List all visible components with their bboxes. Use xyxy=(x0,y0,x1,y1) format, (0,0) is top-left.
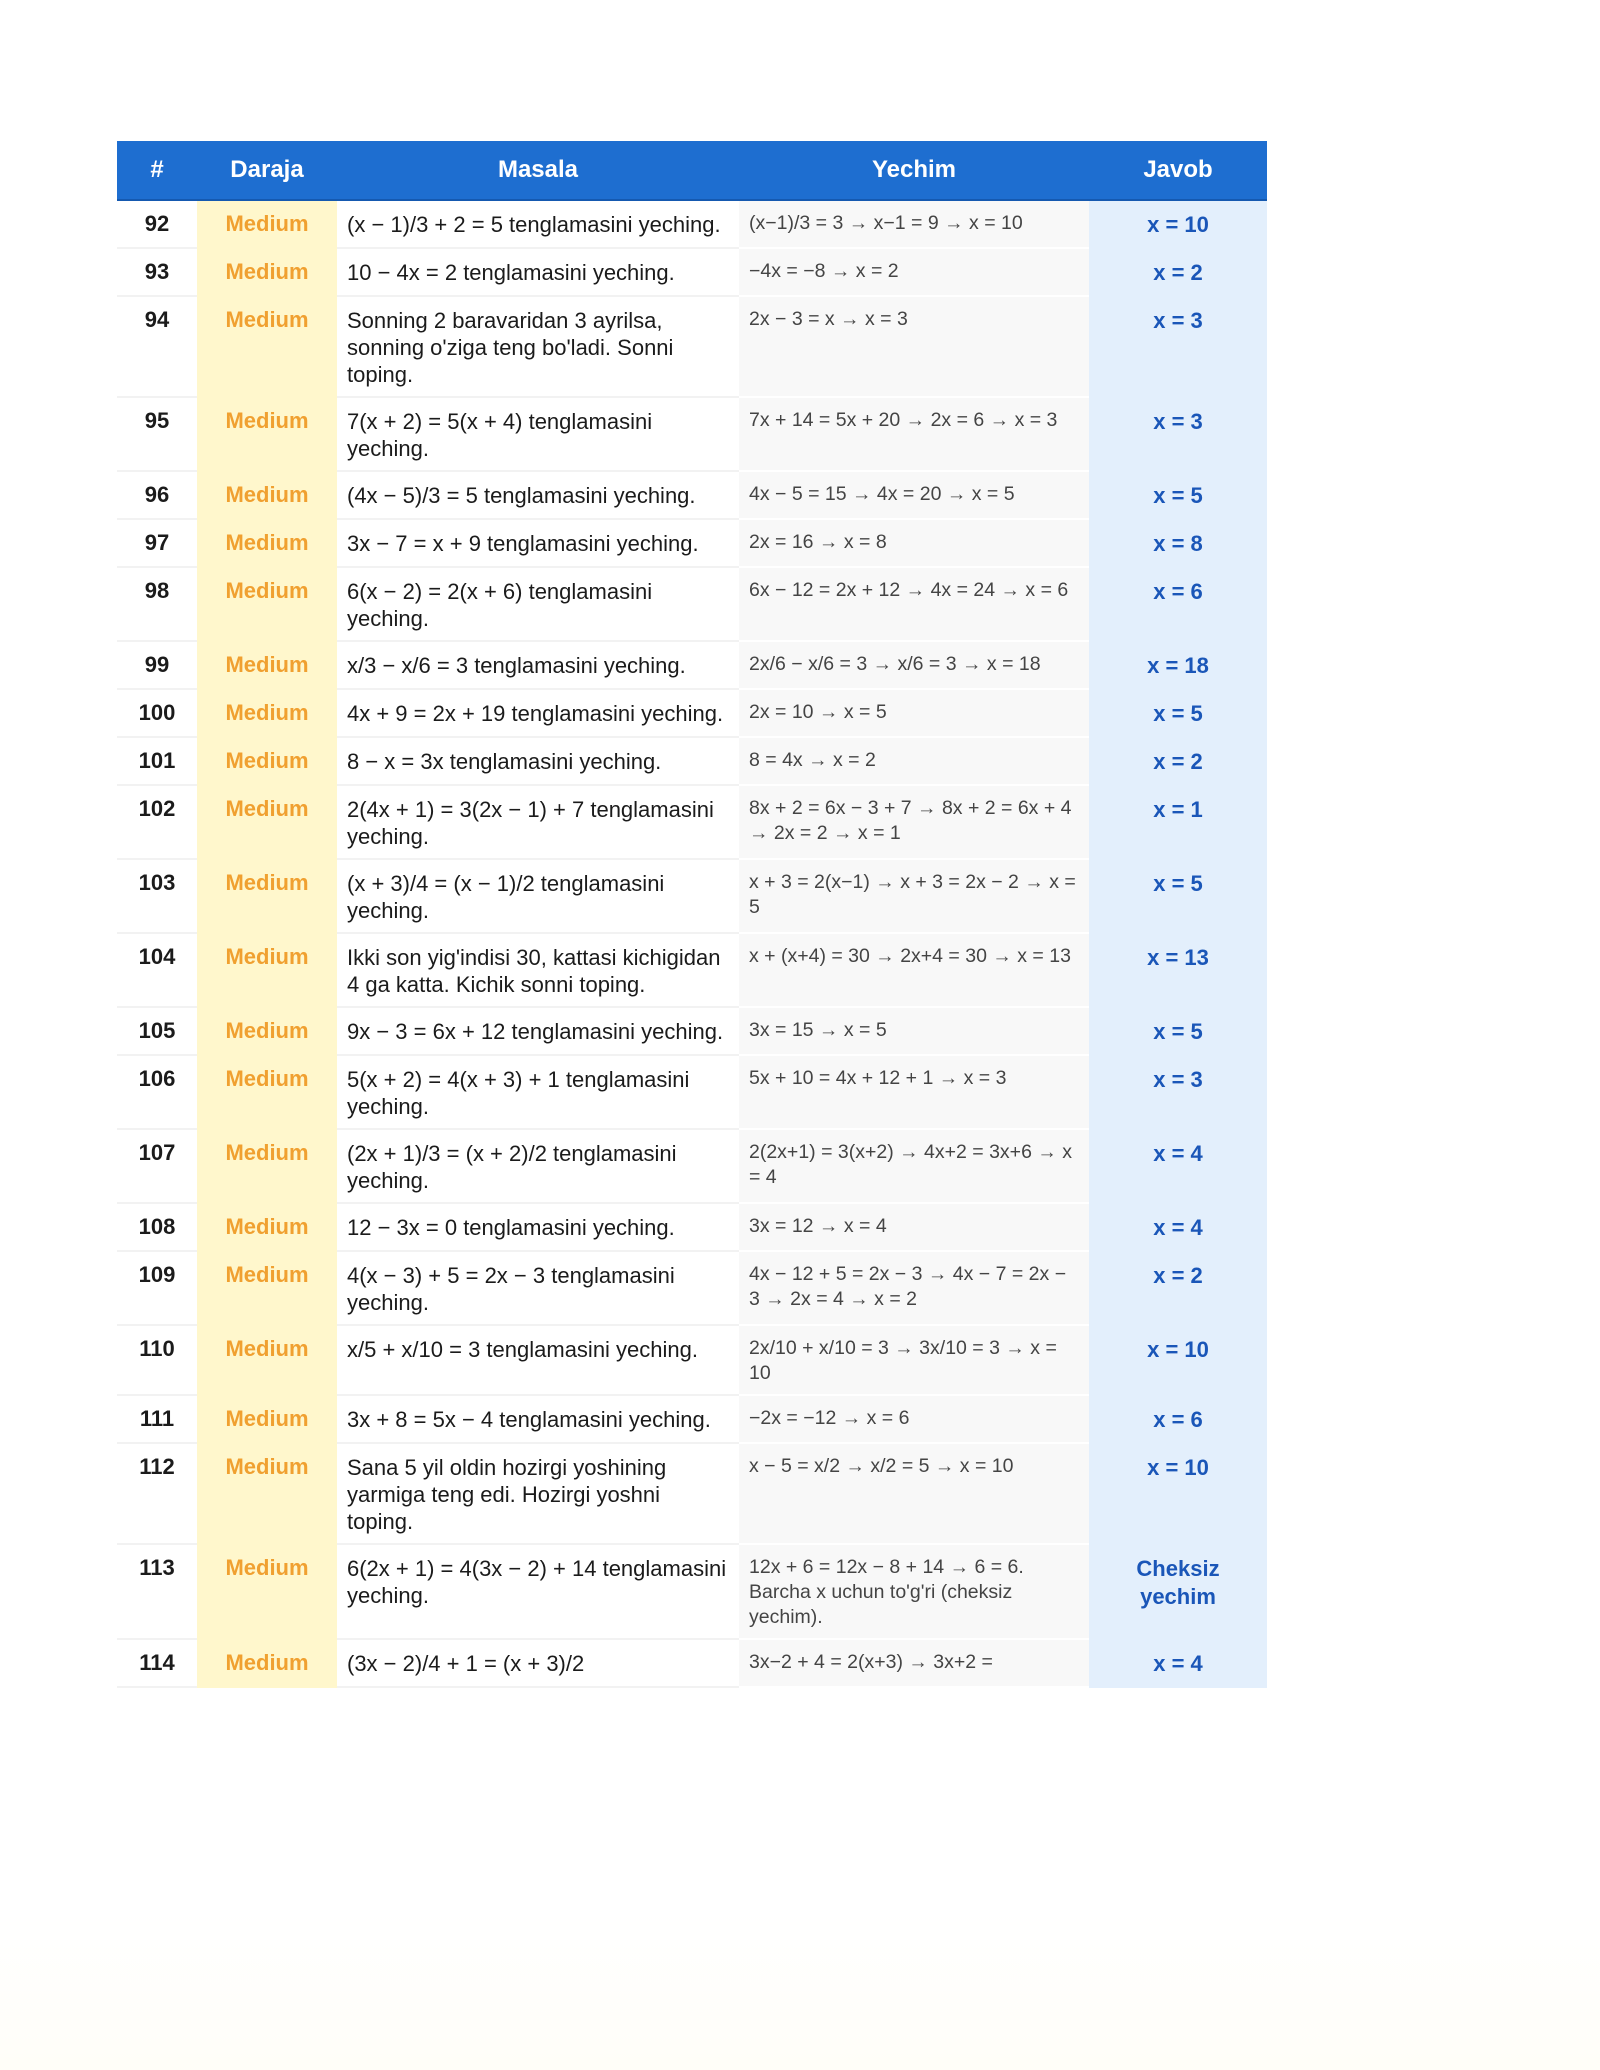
difficulty-badge: Medium xyxy=(197,859,337,933)
problem-text: 7(x + 2) = 5(x + 4) tenglamasini yeching. xyxy=(337,397,739,471)
difficulty-badge: Medium xyxy=(197,567,337,641)
solution-text: x + (x+4) = 30 → 2x+4 = 30 → x = 13 xyxy=(739,933,1089,1007)
table-row xyxy=(117,397,1267,471)
table-row xyxy=(117,1055,1267,1129)
answer-text: x = 3 xyxy=(1089,1055,1267,1129)
solution-text: −2x = −12 → x = 6 xyxy=(739,1395,1089,1443)
solution-text: 7x + 14 = 5x + 20 → 2x = 6 → x = 3 xyxy=(739,397,1089,471)
table-row xyxy=(117,1129,1267,1203)
solution-text: 2x = 10 → x = 5 xyxy=(739,689,1089,737)
problem-text: 10 − 4x = 2 tenglamasini yeching. xyxy=(337,248,739,296)
problem-text: 6(x − 2) = 2(x + 6) tenglamasini yeching. xyxy=(337,567,739,641)
solution-text: 4x − 12 + 5 = 2x − 3 → 4x − 7 = 2x − 3 → 2x = 4 → x = 2 xyxy=(739,1251,1089,1325)
row-number: 96 xyxy=(117,471,197,519)
answer-text: x = 4 xyxy=(1089,1203,1267,1251)
answer-text: x = 13 xyxy=(1089,933,1267,1007)
problem-text: x/5 + x/10 = 3 tenglamasini yeching. xyxy=(337,1325,739,1395)
table-row xyxy=(117,296,1267,397)
problem-text: (x + 3)/4 = (x − 1)/2 tenglamasini yeching. xyxy=(337,859,739,933)
table-row xyxy=(117,933,1267,1007)
row-number: 103 xyxy=(117,859,197,933)
answer-text: x = 18 xyxy=(1089,641,1267,689)
answer-text: x = 10 xyxy=(1089,1443,1267,1544)
table-row xyxy=(117,641,1267,689)
problem-text: 8 − x = 3x tenglamasini yeching. xyxy=(337,737,739,785)
solution-text: x + 3 = 2(x−1) → x + 3 = 2x − 2 → x = 5 xyxy=(739,859,1089,933)
table-row xyxy=(117,737,1267,785)
solution-text: 2x − 3 = x → x = 3 xyxy=(739,296,1089,397)
solution-text: 2(2x+1) = 3(x+2) → 4x+2 = 3x+6 → x = 4 xyxy=(739,1129,1089,1203)
header-row xyxy=(117,141,1267,200)
difficulty-badge: Medium xyxy=(197,1443,337,1544)
table-row xyxy=(117,248,1267,296)
answer-text: x = 1 xyxy=(1089,785,1267,859)
header-problem: Masala xyxy=(337,141,739,200)
difficulty-badge: Medium xyxy=(197,397,337,471)
difficulty-badge: Medium xyxy=(197,1055,337,1129)
difficulty-badge: Medium xyxy=(197,1325,337,1395)
answer-text: x = 5 xyxy=(1089,689,1267,737)
row-number: 101 xyxy=(117,737,197,785)
table-row xyxy=(117,200,1267,248)
answer-text: x = 4 xyxy=(1089,1639,1267,1687)
table-header xyxy=(117,141,1267,200)
solution-text: −4x = −8 → x = 2 xyxy=(739,248,1089,296)
answer-text: x = 2 xyxy=(1089,248,1267,296)
header-number: # xyxy=(117,141,197,200)
table-row xyxy=(117,1203,1267,1251)
table-row xyxy=(117,1325,1267,1395)
solution-text: 2x/6 − x/6 = 3 → x/6 = 3 → x = 18 xyxy=(739,641,1089,689)
problem-text: 9x − 3 = 6x + 12 tenglamasini yeching. xyxy=(337,1007,739,1055)
row-number: 108 xyxy=(117,1203,197,1251)
table-row xyxy=(117,519,1267,567)
difficulty-badge: Medium xyxy=(197,737,337,785)
solution-text: 3x−2 + 4 = 2(x+3) → 3x+2 = xyxy=(739,1639,1089,1687)
table-row xyxy=(117,1639,1267,1687)
solution-text: (x−1)/3 = 3 → x−1 = 9 → x = 10 xyxy=(739,200,1089,248)
table-row xyxy=(117,1443,1267,1544)
difficulty-badge: Medium xyxy=(197,1639,337,1687)
row-number: 105 xyxy=(117,1007,197,1055)
solution-text: 8x + 2 = 6x − 3 + 7 → 8x + 2 = 6x + 4 → 2x = 2 → x = 1 xyxy=(739,785,1089,859)
difficulty-badge: Medium xyxy=(197,296,337,397)
table-row xyxy=(117,471,1267,519)
difficulty-badge: Medium xyxy=(197,1129,337,1203)
row-number: 112 xyxy=(117,1443,197,1544)
difficulty-badge: Medium xyxy=(197,471,337,519)
difficulty-badge: Medium xyxy=(197,1395,337,1443)
solution-text: 12x + 6 = 12x − 8 + 14 → 6 = 6. Barcha x uchun to'g'ri (cheksiz yechim). xyxy=(739,1544,1089,1639)
problem-text: Ikki son yig'indisi 30, kattasi kichigidan 4 ga katta. Kichik sonni toping. xyxy=(337,933,739,1007)
row-number: 104 xyxy=(117,933,197,1007)
solution-text: 3x = 12 → x = 4 xyxy=(739,1203,1089,1251)
difficulty-badge: Medium xyxy=(197,248,337,296)
difficulty-badge: Medium xyxy=(197,1544,337,1639)
problem-text: Sonning 2 baravaridan 3 ayrilsa, sonning o'ziga teng bo'ladi. Sonni toping. xyxy=(337,296,739,397)
table-row xyxy=(117,1007,1267,1055)
table-body xyxy=(117,200,1267,1687)
row-number: 93 xyxy=(117,248,197,296)
header-solution: Yechim xyxy=(739,141,1089,200)
row-number: 102 xyxy=(117,785,197,859)
equations-table xyxy=(117,141,1267,1688)
solution-text: 6x − 12 = 2x + 12 → 4x = 24 → x = 6 xyxy=(739,567,1089,641)
problem-text: 4(x − 3) + 5 = 2x − 3 tenglamasini yeching. xyxy=(337,1251,739,1325)
answer-text: x = 2 xyxy=(1089,1251,1267,1325)
row-number: 99 xyxy=(117,641,197,689)
difficulty-badge: Medium xyxy=(197,641,337,689)
difficulty-badge: Medium xyxy=(197,1007,337,1055)
answer-text: x = 3 xyxy=(1089,397,1267,471)
row-number: 100 xyxy=(117,689,197,737)
table-row xyxy=(117,1251,1267,1325)
problem-text: Sana 5 yil oldin hozirgi yoshining yarmiga teng edi. Hozirgi yoshni toping. xyxy=(337,1443,739,1544)
difficulty-badge: Medium xyxy=(197,933,337,1007)
table-row xyxy=(117,785,1267,859)
row-number: 92 xyxy=(117,200,197,248)
row-number: 95 xyxy=(117,397,197,471)
table-row xyxy=(117,1395,1267,1443)
row-number: 94 xyxy=(117,296,197,397)
difficulty-badge: Medium xyxy=(197,200,337,248)
row-number: 114 xyxy=(117,1639,197,1687)
problem-text: (x − 1)/3 + 2 = 5 tenglamasini yeching. xyxy=(337,200,739,248)
row-number: 107 xyxy=(117,1129,197,1203)
problem-text: 5(x + 2) = 4(x + 3) + 1 tenglamasini yeching. xyxy=(337,1055,739,1129)
problem-text: 3x + 8 = 5x − 4 tenglamasini yeching. xyxy=(337,1395,739,1443)
answer-text: x = 6 xyxy=(1089,567,1267,641)
solution-text: x − 5 = x/2 → x/2 = 5 → x = 10 xyxy=(739,1443,1089,1544)
problem-text: 2(4x + 1) = 3(2x − 1) + 7 tenglamasini yeching. xyxy=(337,785,739,859)
answer-text: x = 10 xyxy=(1089,1325,1267,1395)
answer-text: x = 3 xyxy=(1089,296,1267,397)
row-number: 113 xyxy=(117,1544,197,1639)
header-answer: Javob xyxy=(1089,141,1267,200)
row-number: 110 xyxy=(117,1325,197,1395)
page-background xyxy=(0,1910,1600,2070)
solution-text: 4x − 5 = 15 → 4x = 20 → x = 5 xyxy=(739,471,1089,519)
answer-text: x = 6 xyxy=(1089,1395,1267,1443)
answer-text: x = 5 xyxy=(1089,1007,1267,1055)
answer-text: x = 5 xyxy=(1089,859,1267,933)
answer-text: x = 8 xyxy=(1089,519,1267,567)
table-row xyxy=(117,1544,1267,1639)
problem-text: (2x + 1)/3 = (x + 2)/2 tenglamasini yeching. xyxy=(337,1129,739,1203)
table-row xyxy=(117,567,1267,641)
solution-text: 2x/10 + x/10 = 3 → 3x/10 = 3 → x = 10 xyxy=(739,1325,1089,1395)
problem-text: 6(2x + 1) = 4(3x − 2) + 14 tenglamasini yeching. xyxy=(337,1544,739,1639)
problem-text: (3x − 2)/4 + 1 = (x + 3)/2 xyxy=(337,1639,739,1687)
difficulty-badge: Medium xyxy=(197,1203,337,1251)
difficulty-badge: Medium xyxy=(197,1251,337,1325)
table-row xyxy=(117,859,1267,933)
difficulty-badge: Medium xyxy=(197,785,337,859)
problem-text: (4x − 5)/3 = 5 tenglamasini yeching. xyxy=(337,471,739,519)
row-number: 109 xyxy=(117,1251,197,1325)
solution-text: 2x = 16 → x = 8 xyxy=(739,519,1089,567)
answer-text: x = 2 xyxy=(1089,737,1267,785)
answer-text: x = 4 xyxy=(1089,1129,1267,1203)
answer-text: x = 10 xyxy=(1089,200,1267,248)
problem-text: 3x − 7 = x + 9 tenglamasini yeching. xyxy=(337,519,739,567)
row-number: 106 xyxy=(117,1055,197,1129)
solution-text: 5x + 10 = 4x + 12 + 1 → x = 3 xyxy=(739,1055,1089,1129)
row-number: 97 xyxy=(117,519,197,567)
problem-text: 12 − 3x = 0 tenglamasini yeching. xyxy=(337,1203,739,1251)
problem-text: 4x + 9 = 2x + 19 tenglamasini yeching. xyxy=(337,689,739,737)
table-row xyxy=(117,689,1267,737)
answer-text: Cheksiz yechim xyxy=(1089,1544,1267,1639)
row-number: 111 xyxy=(117,1395,197,1443)
difficulty-badge: Medium xyxy=(197,519,337,567)
solution-text: 3x = 15 → x = 5 xyxy=(739,1007,1089,1055)
solution-text: 8 = 4x → x = 2 xyxy=(739,737,1089,785)
header-level: Daraja xyxy=(197,141,337,200)
difficulty-badge: Medium xyxy=(197,689,337,737)
problem-text: x/3 − x/6 = 3 tenglamasini yeching. xyxy=(337,641,739,689)
row-number: 98 xyxy=(117,567,197,641)
answer-text: x = 5 xyxy=(1089,471,1267,519)
